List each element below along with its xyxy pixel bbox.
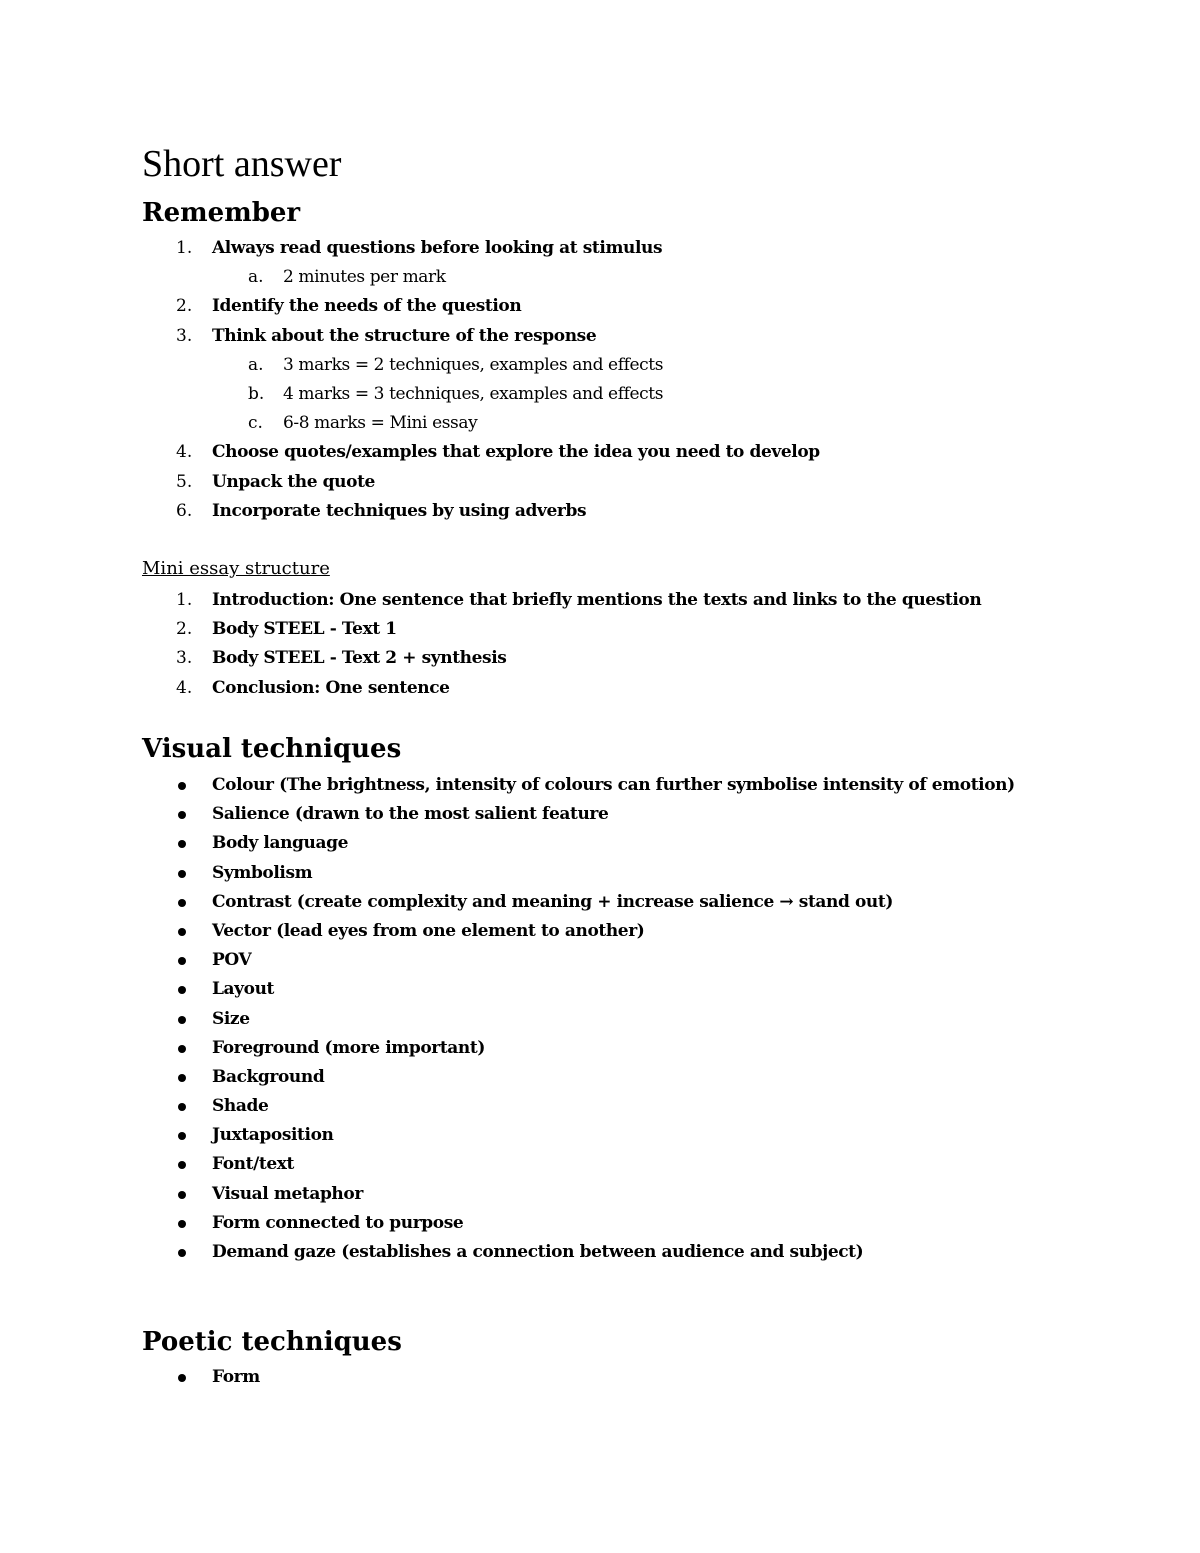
list-item-text: Think about the structure of the response: [212, 325, 597, 346]
list-subitem: [0, 380, 1200, 409]
list-item-text: Visual metaphor: [212, 1183, 363, 1204]
list-item: [0, 946, 1200, 975]
list-item: [0, 1209, 1200, 1238]
list-item-text: Body STEEL - Text 2 + synthesis: [212, 648, 507, 669]
list-marker: a.: [248, 354, 264, 375]
list-item: [0, 1238, 1200, 1267]
list-item-text: Choose quotes/examples that explore the idea you need to develop: [212, 442, 820, 463]
list-item-text: Incorporate techniques by using adverbs: [212, 500, 587, 521]
list-item-text: 4 marks = 3 techniques, examples and effects: [283, 383, 664, 404]
bullet-icon: [178, 1132, 186, 1140]
list-marker: b.: [248, 383, 265, 404]
list-item-text: 6-8 marks = Mini essay: [283, 413, 478, 434]
list-subitem: [0, 263, 1200, 292]
list-item-text: Body language: [212, 833, 348, 854]
list-marker: a.: [248, 267, 264, 288]
list-item-text: Introduction: One sentence that briefly mentions the texts and links to the question: [212, 590, 982, 610]
remember-list: [0, 234, 1200, 526]
list-item: [0, 1005, 1200, 1034]
list-item-text: 2 minutes per mark: [283, 267, 446, 288]
list-item: [0, 917, 1200, 946]
list-item: [0, 586, 1200, 615]
list-item-text: Colour (The brightness, intensity of colours can further symbolise intensity of emotion): [212, 775, 1015, 795]
list-item-text: Vector (lead eyes from one element to another): [212, 920, 645, 941]
list-item: [0, 438, 1200, 467]
bullet-icon: [178, 1016, 186, 1024]
list-marker: 3.: [176, 325, 193, 346]
list-item: [0, 859, 1200, 888]
list-item-text: Identify the needs of the question: [212, 296, 522, 317]
list-item-text: Contrast (create complexity and meaning + increase salience → stand out): [212, 891, 893, 912]
list-item-text: Juxtaposition: [212, 1125, 334, 1146]
list-item-text: Always read questions before looking at stimulus: [212, 238, 663, 258]
list-subitem: [0, 409, 1200, 438]
mini-essay-list: [0, 586, 1200, 703]
list-item: [0, 644, 1200, 673]
bullet-icon: [178, 782, 186, 790]
list-item-text: 3 marks = 2 techniques, examples and effects: [283, 354, 664, 375]
bullet-icon: [178, 1045, 186, 1053]
list-item: [0, 615, 1200, 644]
list-item: [0, 1363, 1200, 1392]
remember-heading: Remember: [142, 198, 301, 228]
bullet-icon: [178, 1191, 186, 1199]
list-item-text: Demand gaze (establishes a connection between audience and subject): [212, 1242, 864, 1262]
list-item-text: Unpack the quote: [212, 471, 375, 492]
bullet-icon: [178, 1074, 186, 1082]
list-item: [0, 1092, 1200, 1121]
list-subitem: [0, 351, 1200, 380]
list-item-text: Body STEEL - Text 1: [212, 619, 397, 640]
list-item-text: Form: [212, 1367, 260, 1387]
bullet-icon: [178, 1374, 186, 1382]
bullet-icon: [178, 1161, 186, 1169]
list-marker: 2.: [176, 619, 193, 640]
bullet-icon: [178, 1249, 186, 1257]
list-item: [0, 292, 1200, 321]
list-marker: 1.: [176, 238, 193, 258]
list-marker: 4.: [176, 442, 193, 463]
list-item: [0, 800, 1200, 829]
list-marker: 2.: [176, 296, 193, 317]
bullet-icon: [178, 870, 186, 878]
list-item-text: Foreground (more important): [212, 1037, 485, 1058]
bullet-icon: [178, 1220, 186, 1228]
list-item: [0, 468, 1200, 497]
bullet-icon: [178, 840, 186, 848]
bullet-icon: [178, 811, 186, 819]
list-marker: 5.: [176, 471, 193, 492]
visual-techniques-list: [0, 771, 1200, 1267]
list-item: [0, 771, 1200, 800]
bullet-icon: [178, 986, 186, 994]
list-item: [0, 829, 1200, 858]
list-marker: 4.: [176, 677, 193, 698]
list-marker: 3.: [176, 648, 193, 669]
list-item: [0, 1180, 1200, 1209]
list-item: [0, 674, 1200, 703]
list-item: [0, 1034, 1200, 1063]
list-item-text: Background: [212, 1066, 325, 1087]
bullet-icon: [178, 1103, 186, 1111]
list-item-text: Salience (drawn to the most salient feature: [212, 804, 609, 825]
list-item: [0, 1063, 1200, 1092]
bullet-icon: [178, 957, 186, 965]
list-item-text: Symbolism: [212, 862, 313, 883]
list-item: [0, 322, 1200, 351]
list-item: [0, 888, 1200, 917]
list-item: [0, 1121, 1200, 1150]
list-marker: 1.: [176, 590, 193, 610]
bullet-icon: [178, 899, 186, 907]
list-item-text: Shade: [212, 1096, 269, 1117]
list-item: [0, 234, 1200, 263]
bullet-icon: [178, 928, 186, 936]
poetic-techniques-list: [0, 1363, 1200, 1392]
list-item-text: Form connected to purpose: [212, 1212, 464, 1233]
list-item-text: POV: [212, 950, 252, 971]
list-item-text: Size: [212, 1008, 250, 1029]
mini-essay-heading: Mini essay structure: [142, 558, 330, 579]
list-item-text: Conclusion: One sentence: [212, 677, 450, 698]
list-marker: 6.: [176, 500, 193, 521]
list-marker: c.: [248, 413, 263, 434]
page-title: Short answer: [142, 143, 342, 185]
list-item: [0, 497, 1200, 526]
list-item: [0, 1150, 1200, 1179]
list-item-text: Layout: [212, 979, 274, 1000]
visual-techniques-heading: Visual techniques: [142, 734, 402, 764]
poetic-techniques-heading: Poetic techniques: [142, 1327, 402, 1357]
list-item-text: Font/text: [212, 1154, 294, 1175]
list-item: [0, 975, 1200, 1004]
